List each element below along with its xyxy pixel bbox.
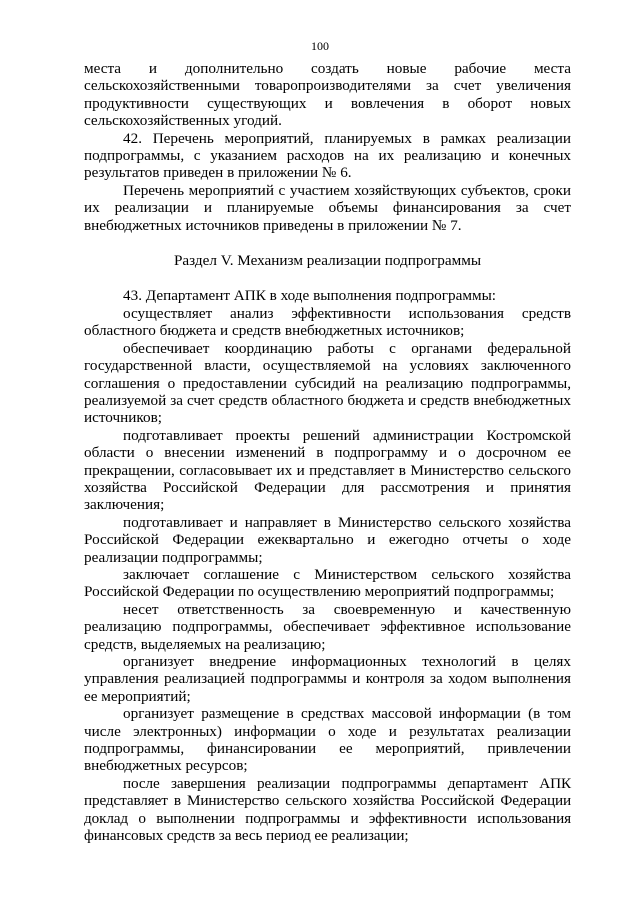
paragraph-responsibility: несет ответственность за своевременную и качественную реализацию подпрограммы, обеспечивает эффективное использование средств, выделяемых на реализацию;	[84, 600, 571, 653]
paragraph-continuation: места и дополнительно создать новые рабочие места сельскохозяйственными товаропроизводителями за счет увеличения продуктивности существующих и вовлечения в оборот новых сельскохозяйственных угодий.	[84, 60, 571, 130]
document-body	[84, 60, 571, 844]
paragraph-item-42: 42. Перечень мероприятий, планируемых в рамках реализации подпрограммы, с указанием расходов на их реализацию и конечных результатов приведен в приложении № 6.	[84, 129, 571, 182]
paragraph-appendix-7: Перечень мероприятий с участием хозяйствующих субъектов, сроки их реализации и планируемые объемы финансирования за счет внебюджетных источников приведены в приложении № 7.	[84, 181, 571, 234]
paragraph-analysis: осуществляет анализ эффективности использования средств областного бюджета и средств внебюджетных источников;	[84, 304, 571, 340]
section-heading: Раздел V. Механизм реализации подпрограммы	[173, 252, 482, 270]
paragraph-reports: подготавливает и направляет в Министерство сельского хозяйства Российской Федерации ежеквартально и ежегодно отчеты о ходе реализации подпрограммы;	[84, 513, 571, 566]
paragraph-coordination: обеспечивает координацию работы с органами федеральной государственной власти, осуществляемой на условиях заключенного соглашения о предоставлении субсидий на реализацию подпрограммы, реализуемой за счет средств областного бюджета и средств внебюджетных источников;	[84, 339, 571, 427]
paragraph-draft-decisions: подготавливает проекты решений администрации Костромской области о внесении изменений в подпрограмму и о досрочном ее прекращении, согласовывает их и представляет в Министерство сельского хозяйства Российской Федерации для рассмотрения и принятия заключения;	[84, 426, 571, 514]
page-number: 100	[311, 39, 329, 53]
paragraph-item-43: 43. Департамент АПК в ходе выполнения подпрограммы:	[123, 287, 496, 305]
paragraph-media: организует размещение в средствах массовой информации (в том числе электронных) информации о ходе и результатах реализации подпрограммы, финансировании ее мероприятий, привлечении внебюджетных ресурсов;	[84, 705, 571, 775]
paragraph-it-implementation: организует внедрение информационных технологий в целях управления реализацией подпрограммы и контроля за ходом выполнения ее мероприятий;	[84, 653, 571, 705]
paragraph-final-report: после завершения реализации подпрограммы департамент АПК представляет в Министерство сельского хозяйства Российской Федерации доклад о выполнении подпрограммы и эффективности использования финансовых средств за весь период ее реализации;	[84, 774, 571, 845]
paragraph-agreement: заключает соглашение с Министерством сельского хозяйства Российской Федерации по осуществлению мероприятий подпрограммы;	[84, 565, 571, 601]
